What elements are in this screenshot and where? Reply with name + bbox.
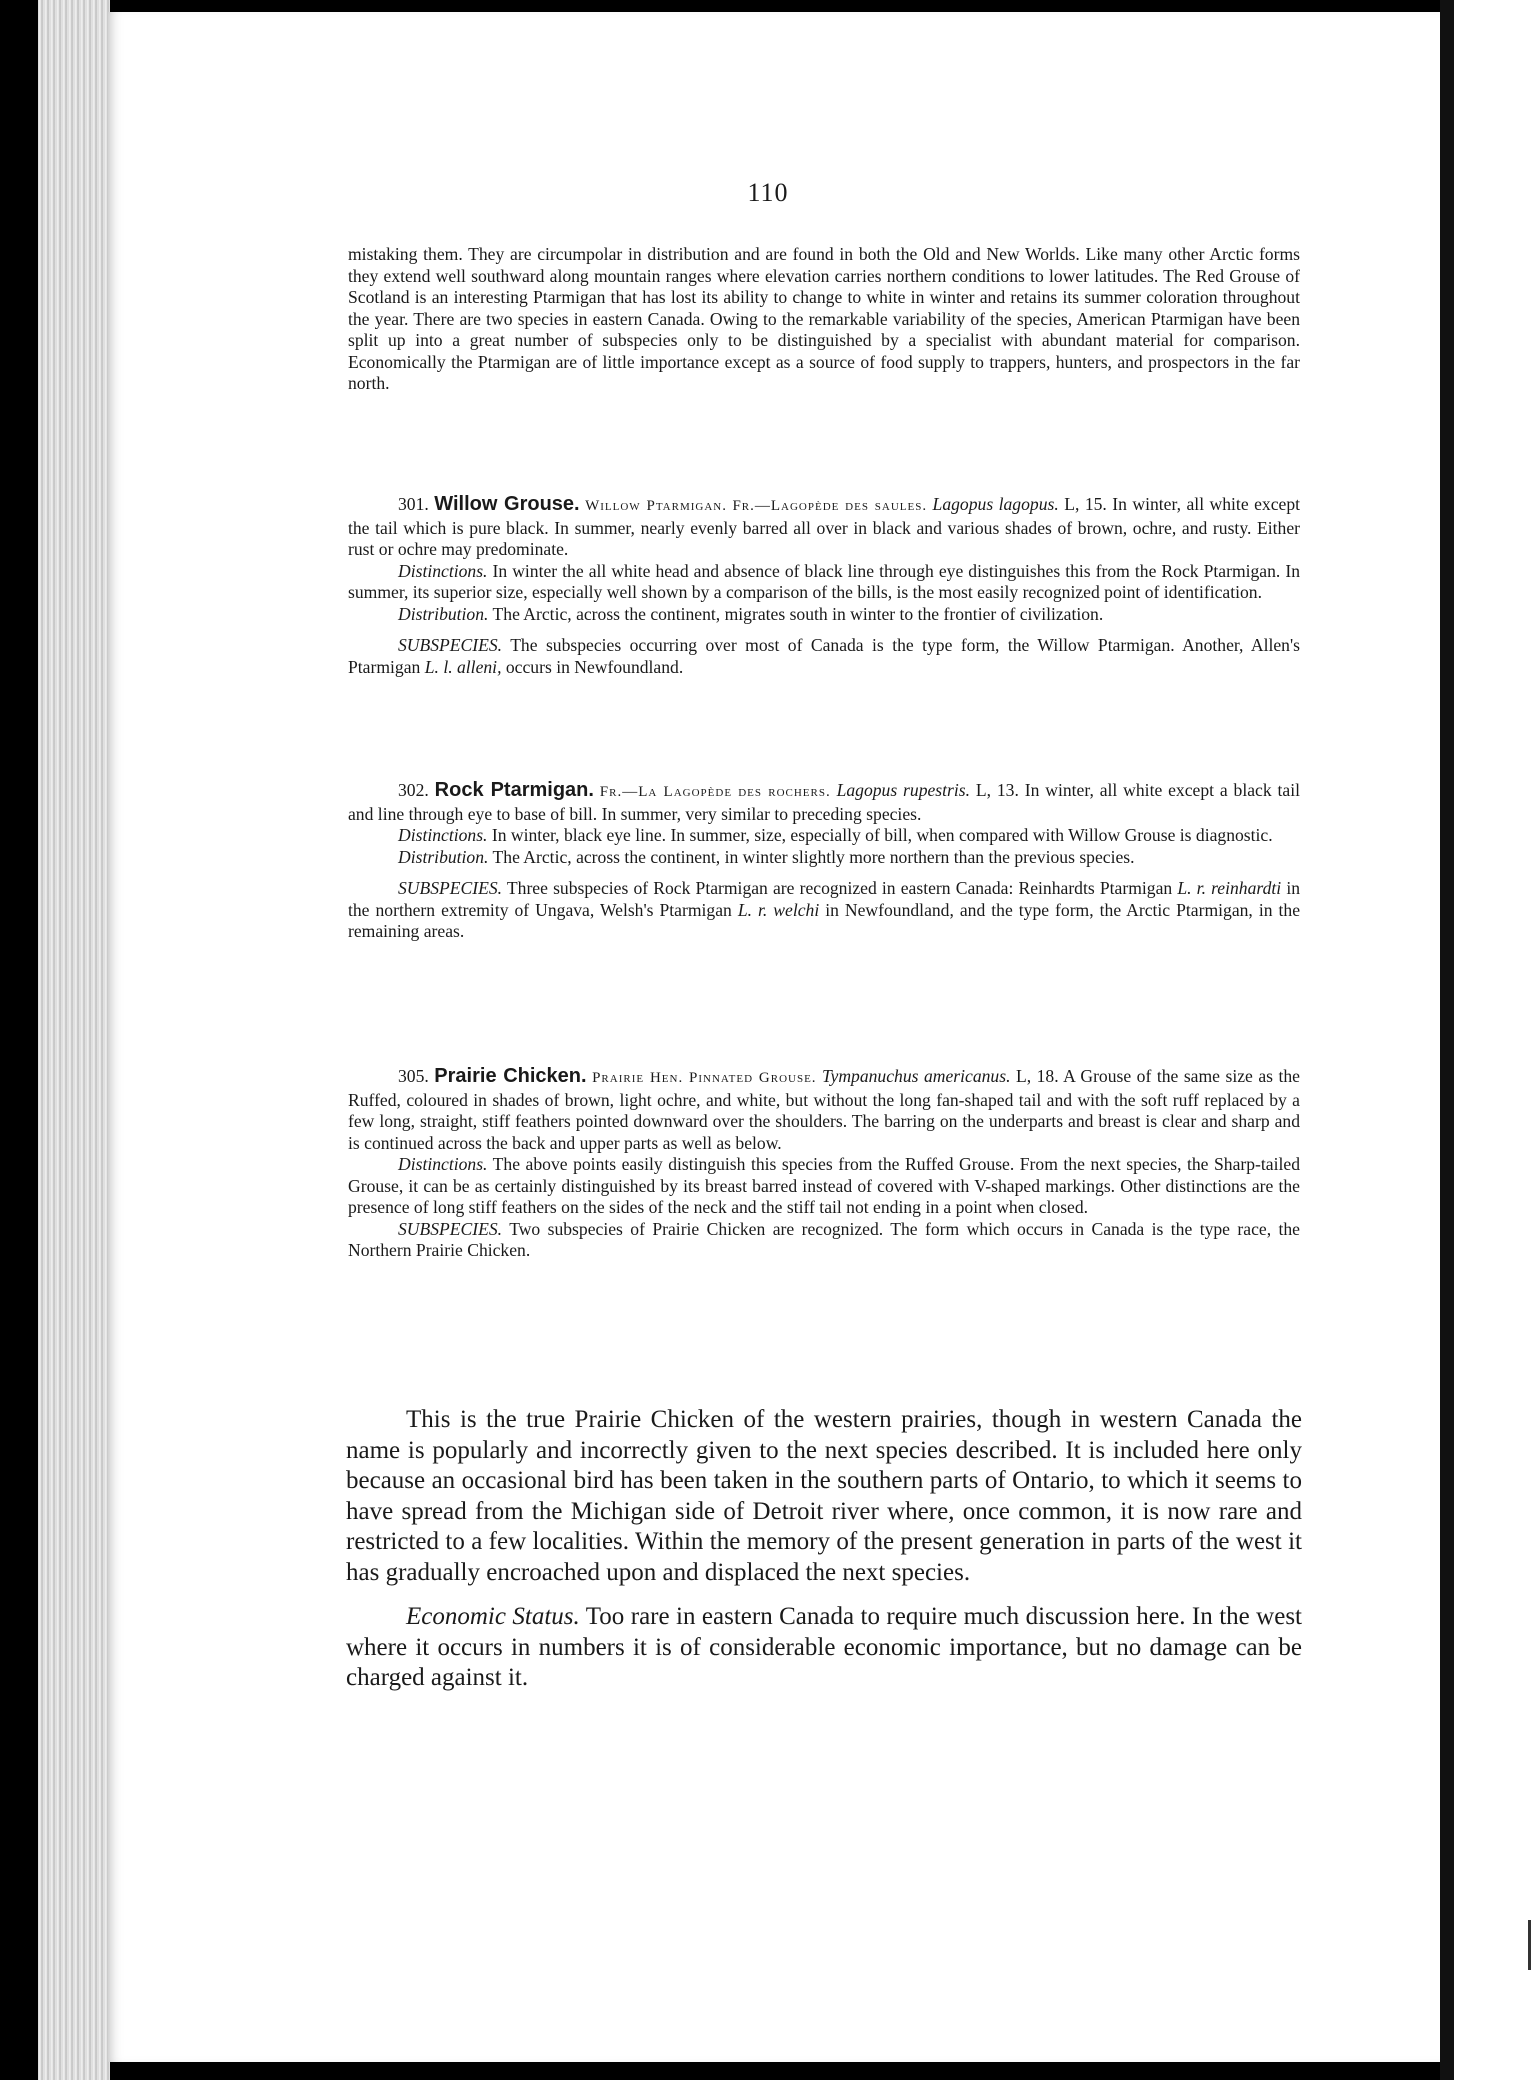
subspecies-text-end: in Newfoundland, and the type form, the Arctic Ptarmigan, in the remaining areas. — [348, 899, 1300, 941]
distribution-text: The Arctic, across the continent, in winter slightly more northern than the previous species. — [492, 846, 1135, 867]
species-header — [348, 780, 1300, 825]
species-french-name: Fr.—La Lagopède des rochers. — [599, 784, 831, 800]
subspecies-label: SUBSPECIES. — [398, 1218, 503, 1239]
distinctions-text: In winter, black eye line. In summer, size, especially of bill, when compared with Willow Grouse is diagnostic. — [491, 825, 1273, 845]
subspecies-paragraph — [348, 635, 1300, 678]
species-latin-name: Lagopus rupestris. — [836, 780, 971, 800]
book-page-edges — [38, 0, 110, 2080]
book-gutter — [1440, 0, 1454, 2080]
facing-page-edge — [1454, 0, 1536, 2080]
species-latin-name: Tympanuchus americanus. — [822, 1066, 1011, 1086]
distinctions-label: Distinctions. — [398, 825, 488, 845]
subspecies-text-mid: in the northern extremity of Ungava, Welsh's Ptarmigan — [348, 878, 1300, 920]
distribution-label: Distribution. — [398, 846, 489, 867]
species-name: Rock Ptarmigan. — [434, 779, 594, 801]
species-number: 305. — [398, 1066, 429, 1086]
species-number: 302. — [398, 780, 429, 800]
distribution-label: Distribution. — [398, 603, 489, 624]
facing-page-text-fragment — [1528, 1920, 1536, 1970]
species-common-name: Willow Ptarmigan. — [585, 498, 727, 514]
species-common-name: Prairie Hen. Pinnated Grouse. — [592, 1070, 817, 1086]
species-entry-305 — [348, 1066, 1300, 1262]
species-number: 301. — [398, 494, 429, 514]
commentary-paragraph: This is the true Prairie Chicken of the western prairies, though in western Canada the name is popularly and incorrectly given to the next species described. It is included here only because an occasional bird has been taken in the southern parts of Ontario, to which it seems to have spread from the Michigan side of Detroit river where, once common, it is now rare and restricted to a few localities. Within the memory of the present generation in parts of the west it has gradually encroached upon and displaced the next species. — [346, 1406, 1302, 1586]
subspecies-latin: L. l. alleni, — [424, 656, 502, 677]
species-entry-302 — [348, 780, 1300, 943]
subspecies-latin: L. r. reinhardti — [1177, 878, 1282, 898]
species-header — [348, 494, 1300, 561]
distinctions-label: Distinctions. — [398, 560, 488, 581]
subspecies-text-end: occurs in Newfoundland. — [505, 656, 684, 677]
subspecies-label: SUBSPECIES. — [398, 635, 503, 655]
commentary-section — [346, 1405, 1302, 1694]
distribution-paragraph — [348, 847, 1300, 869]
species-header — [348, 1066, 1300, 1154]
distinctions-paragraph — [348, 1154, 1300, 1219]
economic-status-paragraph — [346, 1602, 1302, 1694]
species-french-name: Fr.—Lagopède des saules. — [732, 498, 928, 514]
subspecies-text: Two subspecies of Prairie Chicken are recognized. The form which occurs in Canada is the type race, the Northern Prairie Chicken. — [348, 1218, 1300, 1260]
species-name: Willow Grouse. — [434, 493, 580, 515]
species-entry-301 — [348, 494, 1300, 678]
species-name: Prairie Chicken. — [434, 1065, 587, 1087]
economic-status-text: Too rare in eastern Canada to require much discussion here. In the west where it occurs in numbers it is of considerable economic importance, but no damage can be charged against it. — [346, 1603, 1302, 1691]
distinctions-label: Distinctions. — [398, 1154, 488, 1174]
subspecies-text: Three subspecies of Rock Ptarmigan are recognized in eastern Canada: Reinhardts Ptarmigan — [506, 878, 1173, 898]
species-description: L, 13. In winter, all white except a black tail and line through eye to base of bill. In summer, very similar to preceding species. — [348, 780, 1300, 824]
species-description: L, 15. In winter, all white except the tail which is pure black. In summer, nearly evenly barred all over in black and various shades of brown, ochre, and rusty. Either rust or ochre may predominate. — [348, 494, 1300, 559]
subspecies-text: The subspecies occurring over most of Canada is the type form, the Willow Ptarmigan. Another, Allen's Ptarmigan — [348, 635, 1300, 677]
distinctions-text: In winter the all white head and absence of black line through eye distinguishes this from the Rock Ptarmigan. In summer, its superior size, especially well shown by a comparison of the bills, is the most easily recognized point of identification. — [348, 560, 1301, 602]
subspecies-paragraph — [348, 878, 1300, 943]
intro-paragraph — [348, 244, 1300, 395]
subspecies-label: SUBSPECIES. — [398, 878, 503, 898]
distribution-text: The Arctic, across the continent, migrates south in winter to the frontier of civilization. — [492, 603, 1104, 624]
intro-text: mistaking them. They are circumpolar in distribution and are found in both the Old and New Worlds. Like many other Arctic forms they extend well southward along mountain ranges where elevation carries northern conditions to lower latitudes. The Red Grouse of Scotland is an interesting Ptarmigan that has lost its ability to change to white in winter and retains its summer coloration throughout the year. There are two species in eastern Canada. Owing to the remarkable variability of the species, American Ptarmigan have been split up into a great number of subspecies only to be distinguished by a specialist with abundant material for comparison. Economically the Ptarmigan are of little importance except as a source of food supply to trappers, hunters, and prospectors in the far north. — [348, 244, 1300, 393]
distribution-paragraph — [348, 604, 1300, 626]
economic-status-label: Economic Status. — [406, 1603, 580, 1630]
distinctions-paragraph — [348, 561, 1300, 604]
page-number: 110 — [747, 178, 789, 207]
species-latin-name: Lagopus lagopus. — [932, 494, 1059, 514]
distinctions-paragraph — [348, 825, 1300, 847]
distinctions-text: The above points easily distinguish this species from the Ruffed Grouse. From the next species, the Sharp-tailed Grouse, it can be as certainly distinguished by its breast barred instead of covered with V-shaped markings. Other distinctions are the presence of long stiff feathers on the sides of the neck and the stiff tail not ending in a point when closed. — [348, 1154, 1300, 1217]
subspecies-latin-2: L. r. welchi — [737, 899, 820, 920]
species-description: L, 18. A Grouse of the same size as the Ruffed, coloured in shades of brown, light ochre, and white, but without the long fan-shaped tail and with the soft ruff replaced by a few long, straight, stiff feathers pointed downward over the shoulders. The barring on the underparts and breast is clear and sharp and is continued across the back and upper parts as well as below. — [348, 1066, 1300, 1153]
subspecies-paragraph — [348, 1219, 1300, 1262]
